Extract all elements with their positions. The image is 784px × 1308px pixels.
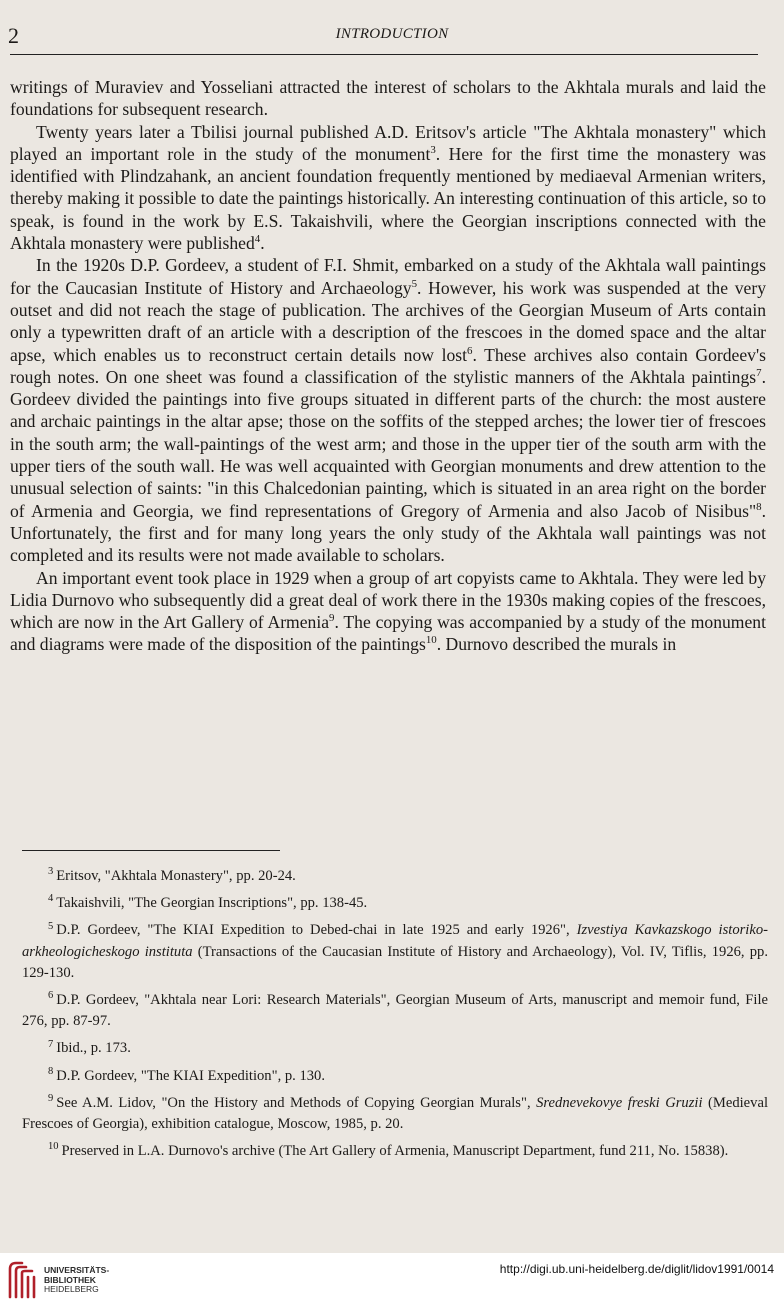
footnote-ref[interactable]: 6	[467, 344, 473, 357]
footnote-number: 8	[48, 1065, 54, 1077]
footnote: $^9$ See A.M. Lidov, "On the History and Methods of Copying Georgian Murals", Srednevekovye freski Gruzii (Medieval Frescoes of Georgia), exhibition catalogue, Moscow, 1985, p. 20.	[22, 1092, 768, 1133]
footnote: $^3$ Eritsov, "Akhtala Monastery", pp. 20-24.	[48, 866, 296, 884]
footnote-ref[interactable]: 5	[411, 277, 418, 290]
footnote-number: 3	[48, 866, 54, 878]
digitization-footer	[0, 1253, 784, 1308]
footnote-number: 9	[48, 1092, 54, 1104]
paragraph: Twenty years later a Tbilisi journal published A.D. Eritsov's article "The Akhtala monastery" which played an important role in the study of the monument$^3$. Here for the first time the monastery was identified with Plindzahank, an ancient foundation frequently mentioned by mediaeval Armenian writers, thereby making it possible to date the paintings historically. An interesting continuation of this article, so to speak, is found in the work by E.S. Takaishvili, where the Georgian inscriptions connected with the Akhtala monastery were published$^4$.	[10, 121, 766, 254]
paragraph: In the 1920s D.P. Gordeev, a student of F.I. Shmit, embarked on a study of the Akhtala wall paintings for the Caucasian Institute of History and Archaeology$^5$. However, his work was suspended at the very outset and did not reach the stage of publication. The archives of the Georgian Museum of Arts contain only a typewritten draft of an article with a description of the frescoes in the domed space and the altar apse, which enables us to reconstruct certain details now lost$^6$. These archives also contain Gordeev's rough notes. On one sheet was found a classification of the stylistic manners of the Akhtala paintings$^7$. Gordeev divided the paintings into five groups situated in different parts of the church: the most austere and archaic paintings in the altar apse; those on the soffits of the stepped arches; the lower tier of frescoes in the south arm; the wall-paintings of the west arm; and those in the upper tier of the south arm with the upper tiers of the south wall. He was well acquainted with Georgian monuments and drew attention to the unusual selection of saints: "in this Chalcedonian painting, which is situated in an area right on the border of Armenia and Georgia, we find representations of Gregory of Armenia and also Jacob of Nisibus"$^8$. Unfortunately, the first and for many long years the only study of the Akhtala wall paintings was not completed and its results were not made available to scholars.	[10, 255, 766, 566]
footnote-number: 4	[48, 893, 54, 905]
paragraph: writings of Muraviev and Yosseliani attracted the interest of scholars to the Akhtala murals and laid the foundations for subsequent research.	[10, 77, 766, 120]
footnote-number: 10	[48, 1141, 59, 1153]
running-head: INTRODUCTION	[335, 26, 449, 42]
footnote: $^4$ Takaishvili, "The Georgian Inscriptions", pp. 138-45.	[48, 893, 368, 912]
footnote: $^5$ D.P. Gordeev, "The KIAI Expedition to Debed-chai in late 1925 and early 1926", Izvestiya Kavkazskogo istoriko-arkheologicheskogo instituta (Transactions of the Caucasian Institute of History and Archaeology), Vol. IV, Tiflis, 1926, pp. 129-130.	[22, 920, 768, 981]
page-number: 2	[8, 23, 19, 48]
footnote: $^6$ D.P. Gordeev, "Akhtala near Lori: Research Materials", Georgian Museum of Arts, manuscript and memoir fund, File 276, pp. 87-97.	[22, 990, 768, 1030]
footnote-rule	[22, 850, 280, 851]
page-header	[0, 24, 784, 48]
library-name: UNIVERSITÄTS- BIBLIOTHEK HEIDELBERG	[44, 1265, 110, 1294]
footnote-ref[interactable]: 7	[756, 367, 762, 379]
body-text	[10, 76, 766, 656]
footnote-ref[interactable]: 8	[756, 500, 762, 513]
footnote: $^{10}$ Preserved in L.A. Durnovo's archive (The Art Gallery of Armenia, Manuscript Department, fund 211, No. 15838).	[48, 1141, 729, 1160]
header-rule	[10, 54, 758, 55]
footnote-ref[interactable]: 9	[329, 612, 335, 625]
university-library-logo-icon[interactable]	[6, 1259, 40, 1301]
footnote-ref[interactable]: 10	[425, 634, 437, 647]
footnote: $^7$ Ibid., p. 173.	[48, 1038, 131, 1057]
footnote-number: 7	[48, 1038, 54, 1050]
paragraph: An important event took place in 1929 when a group of art copyists came to Akhtala. They were led by Lidia Durnovo who subsequently did a great deal of work there in the 1930s making copies of the frescoes, which are now in the Art Gallery of Armenia$^9$. The copying was accompanied by a study of the monument and diagrams were made of the disposition of the paintings$^{10}$. Durnovo described the murals in	[10, 567, 766, 655]
footnote: $^8$ D.P. Gordeev, "The KIAI Expedition", p. 130.	[48, 1065, 325, 1084]
footnote-number: 5	[48, 920, 54, 932]
footnote-number: 6	[48, 990, 54, 1002]
footnote-ref[interactable]: 3	[430, 144, 436, 157]
footnote-ref[interactable]: 4	[254, 233, 261, 246]
source-url-link[interactable]: http://digi.ub.uni-heidelberg.de/diglit/lidov1991/0014	[499, 1262, 774, 1276]
footnotes	[22, 866, 768, 1168]
